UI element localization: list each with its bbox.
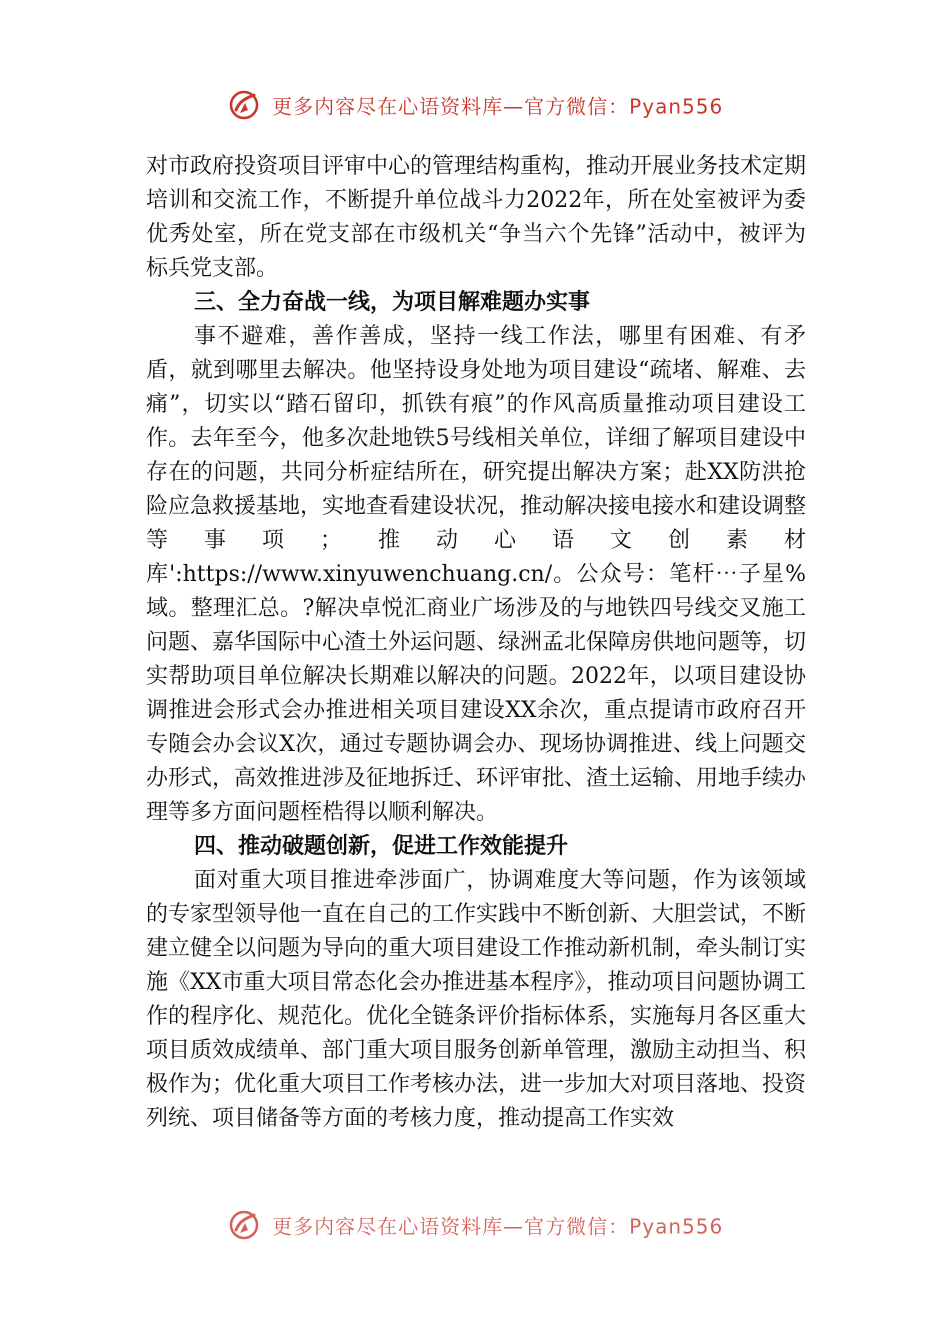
- brand-logo-icon: [227, 88, 261, 122]
- header-watermark-text: 更多内容尽在心语资料库—官方微信：Pyan556: [272, 94, 724, 119]
- document-body: [146, 150, 806, 1136]
- header-watermark: [0, 88, 950, 122]
- paragraph: 事不避难，善作善成，坚持一线工作法，哪里有困难、有矛盾，就到哪里去解决。他坚持设身处地为项目建设“疏堵、解难、去痛”，切实以“踏石留印，抓铁有痕”的作风高质量推动项目建设工作。去年至今，他多次赴地铁5号线相关单位，详细了解项目建设中存在的问题，共同分析症结所在，研究提出解决方案；赴XX防洪抢险应急救援基地，实地查看建设状况，推动解决接电接水和建设调整等事项；推动心语文创素材库':https://www.xinyuwenchuang.cn/。公众号：笔杆⋯子星%域。整理汇总。?解决卓悦汇商业广场涉及的与地铁四号线交叉施工问题、嘉华国际中心渣土外运问题、绿洲孟北保障房供地问题等，切实帮助项目单位解决长期难以解决的问题。2022年，以项目建设协调推进会形式会办推进相关项目建设XX余次，重点提请市政府召开专随会办会议X次，通过专题协调会办、现场协调推进、线上问题交办形式，高效推进涉及征地拆迁、环评审批、渣土运输、用地手续办理等多方面问题桎梏得以顺利解决。: [146, 324, 807, 825]
- footer-watermark: [0, 1208, 950, 1242]
- paragraph: 面对重大项目推进牵涉面广，协调难度大等问题，作为该领域的专家型领导他一直在自己的工作实践中不断创新、大胆尝试，不断建立健全以问题为导向的重大项目建设工作推动新机制，牵头制订实施《XX市重大项目常态化会办推进基本程序》，推动项目问题协调工作的程序化、规范化。优化全链条评价指标体系，实施每月各区重大项目质效成绩单、部门重大项目服务创新单管理，激励主动担当、积极作为；优化重大项目工作考核办法，进一步加大对项目落地、投资列统、项目储备等方面的考核力度，推动提高工作实效: [146, 868, 807, 1131]
- paragraph: 对市政府投资项目评审中心的管理结构重构，推动开展业务技术定期培训和交流工作，不断提升单位战斗力2022年，所在处室被评为委优秀处室，所在党支部在市级机关“争当六个先锋”活动中，被评为标兵党支部。: [146, 154, 807, 281]
- section-heading-3: 三、全力奋战一线，为项目解难题办实事: [194, 290, 591, 315]
- section-heading-4: 四、推动破题创新，促进工作效能提升: [194, 834, 569, 859]
- footer-watermark-text: 更多内容尽在心语资料库—官方微信：Pyan556: [272, 1214, 724, 1239]
- brand-logo-icon: [227, 1208, 261, 1242]
